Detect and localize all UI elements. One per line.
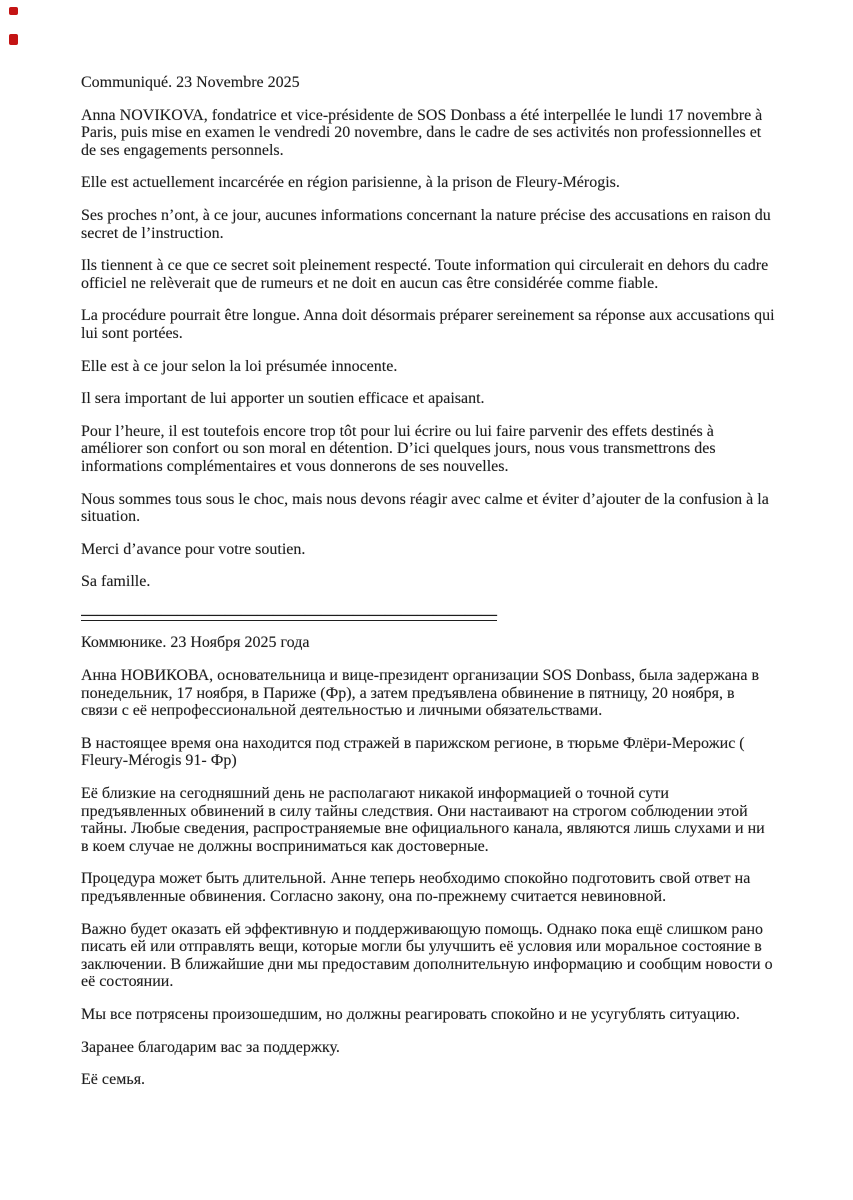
paragraph: Sa famille. [81, 573, 151, 591]
paragraph: Анна НОВИКОВА, основательница и вице-президент организации SOS Donbass, была задержана в понедельник, 17 ноября, в Париже (Фр), а затем предъявлена обвинение в пятницу, 20 ноября, в связи с её непрофессиональной деятельностью и личными обязательствами. [81, 667, 760, 720]
paragraph: Процедура может быть длительной. Анне теперь необходимо спокойно подготовить свой ответ на предъявленные обвинения. Согласно закону, она по-прежнему считается невиновной. [81, 870, 751, 905]
red-artifact-mark-top [9, 7, 18, 15]
french-communique-title: Communiqué. 23 Novembre 2025 [81, 74, 300, 91]
language-separator-line: —————————————————————————— [81, 605, 497, 623]
paragraph: Elle est à ce jour selon la loi présumée innocente. [81, 357, 398, 375]
paragraph: Anna NOVIKOVA, fondatrice et vice-présidente de SOS Donbass a été interpellée le lundi 17 novembre à Paris, puis mise en examen le vendredi 20 novembre, dans le cadre de ses activités non professionnelles et de ses engagements personnels. [81, 106, 763, 159]
paragraph: Её семья. [81, 1071, 146, 1089]
paragraph: Merci d’avance pour votre soutien. [81, 540, 306, 558]
paragraph: Ses proches n’ont, à ce jour, aucunes informations concernant la nature précise des accusations en raison du secret de l’instruction. [81, 206, 771, 242]
paragraph: Elle est actuellement incarcérée en région parisienne, à la prison de Fleury-Mérogis. [81, 174, 620, 192]
paragraph: Ils tiennent à ce que ce secret soit pleinement respecté. Toute information qui circulerait en dehors du cadre officiel ne relèverait que de rumeurs et ne doit en aucun cas être considérée comme fiable. [81, 257, 769, 292]
french-section [81, 107, 775, 591]
paragraph: Il sera important de lui apporter un soutien efficace et apaisant. [81, 390, 485, 408]
letter-body [81, 74, 775, 1104]
paragraph: Мы все потрясены произошедшим, но должны реагировать спокойно и не усугублять ситуацию. [81, 1005, 740, 1023]
russian-section [81, 667, 775, 1089]
paragraph: Важно будет оказать ей эффективную и поддерживающую помощь. Однако пока ещё слишком рано писать ей или отправлять вещи, которые могли бы улучшить её условия или моральное состояние в заключении. В ближайшие дни мы предоставим дополнительную информацию и сообщим новости о её состоянии. [81, 920, 773, 991]
paragraph: Nous sommes tous sous le choc, mais nous devons réagir avec calme et éviter d’ajouter de la confusion à la situation. [81, 490, 769, 526]
paragraph: La procédure pourrait être longue. Anna doit désormais préparer sereinement sa réponse aux accusations qui lui sont portées. [81, 307, 775, 342]
paragraph: Заранее благодарим вас за поддержку. [81, 1038, 340, 1056]
red-artifact-mark-bottom [9, 34, 18, 45]
russian-communique-title: Коммюнике. 23 Ноября 2025 года [81, 634, 310, 652]
paragraph: Pour l’heure, il est toutefois encore trop tôt pour lui écrire ou lui faire parvenir des effets destinés à améliorer son confort ou son moral en détention. D’ici quelques jours, nous vous transmettrons des informations complémentaires et vous donnerons de ses nouvelles. [81, 422, 716, 475]
paragraph: В настоящее время она находится под стражей в парижском регионе, в тюрьме Флёри-Мерожис ( Fleury-Mérogis 91- Фр) [81, 734, 745, 770]
paragraph: Её близкие на сегодняшний день не располагают никакой информацией о точной сути предъявленных обвинений в силу тайны следствия. Они настаивают на строгом соблюдении этой тайны. Любые сведения, распространяемые вне официального канала, являются лишь слухами и ни в коем случае не должны восприниматься как достоверные. [81, 785, 765, 855]
